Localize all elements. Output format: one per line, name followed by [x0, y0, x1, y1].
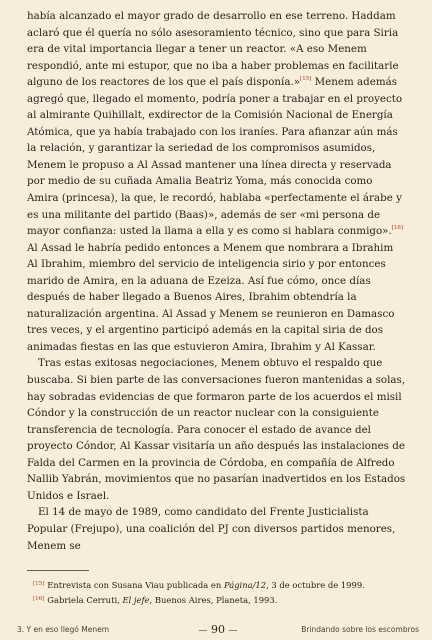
footnote-mark: [16] [33, 595, 45, 602]
page-footer [17, 624, 419, 636]
main-text [27, 8, 407, 554]
footnote: [16] Gabriela Cerruti, El jefe, Buenos Aires, Planeta, 1993. [33, 594, 278, 605]
footnote-separator [27, 570, 89, 571]
book-title: El jefe [122, 594, 150, 605]
section-title[interactable]: Brindando sobre los escombros [301, 625, 419, 634]
paragraph: había alcanzado el mayor grado de desarrollo en ese terreno. Haddam aclaró que él quería no sólo asesoramiento técnico, sino que para Siria era de vital importancia llegar a tener un reactor. «A eso Menem respondió, ante mi estupor, que no iba a haber problemas en facilitarle alguno de los reactores de los que el país disponía.»[15] Menem además agregó que, llegado el momento, podría poner a trabajar en el proyecto al almirante Quihillalt, exdirector de la Comisión Nacional de Energía Atómica, que ya había trabajado con los iraníes. Para afianzar aún más la relación, y garantizar la seriedad de los compromisos asumidos, Menem le propuso a Al Assad mantener una línea directa y reservada por medio de su cuñada Amalia Beatriz Yoma, más conocida como Amira (princesa), la que, le recordó, hablaba «perfectamente el árabe y es una militante del partido (Baas)», además de ser «mi persona de mayor confianza: usted la llama a ella y es como si hablara conmigo».[16] Al Assad le habría pedido entonces a Menem que nombrara a Ibrahim Al Ibrahim, miembro del servicio de inteligencia sirio y por entonces marido de Amira, en la aduana de Ezeiza. Así fue cómo, once días después de haber llegado a Buenos Aires, Ibrahim obtendría la naturalización argentina. Al Assad y Menem se reunieron en Damasco tres veces, y el argentino participó además en la capital siria de dos animadas fiestas en las que estuvieron Amira, Ibrahim y Al Kassar. [27, 10, 404, 353]
page-number: 90 [211, 623, 225, 636]
footnote-mark: [15] [33, 581, 45, 587]
dash-ornament: — [198, 626, 208, 636]
paragraph: El 14 de mayo de 1989, como candidato del Frente Justicialista Popular (Frejupo), una coalición del PJ con diversos partidos menores, Menem se [27, 506, 396, 552]
footnote-ref[interactable]: [15] [300, 76, 312, 83]
footnotes [33, 578, 413, 607]
paragraph: Tras estas exitosas negociaciones, Menem obtuvo el respaldo que buscaba. Si bien parte de las conversaciones fueron mantenidas a solas, hay sobradas evidencias de que formaron parte de los acuerdos el misil Cóndor y la construcción de un reactor nuclear con la consiguiente transferencia de tecnología. Para conocer el estado de avance del proyecto Cóndor, Al Kassar visitaría un año después las instalaciones de Falda del Carmen en la provincia de Córdoba, en compañía de Alfredo Nallib Yabrán, movimientos que no pasarían inadvertidos en los Estados Unidos e Israel. [27, 357, 406, 502]
footnote-ref[interactable]: [16] [391, 225, 404, 232]
chapter-title[interactable]: 3. Y en eso llegó Menem [17, 625, 110, 634]
dash-ornament: — [228, 626, 238, 636]
publication-title: Página/12 [223, 580, 267, 590]
footnote: [15] Entrevista con Susana Viau publicada en Página/12, 3 de octubre de 1999. [33, 580, 365, 590]
